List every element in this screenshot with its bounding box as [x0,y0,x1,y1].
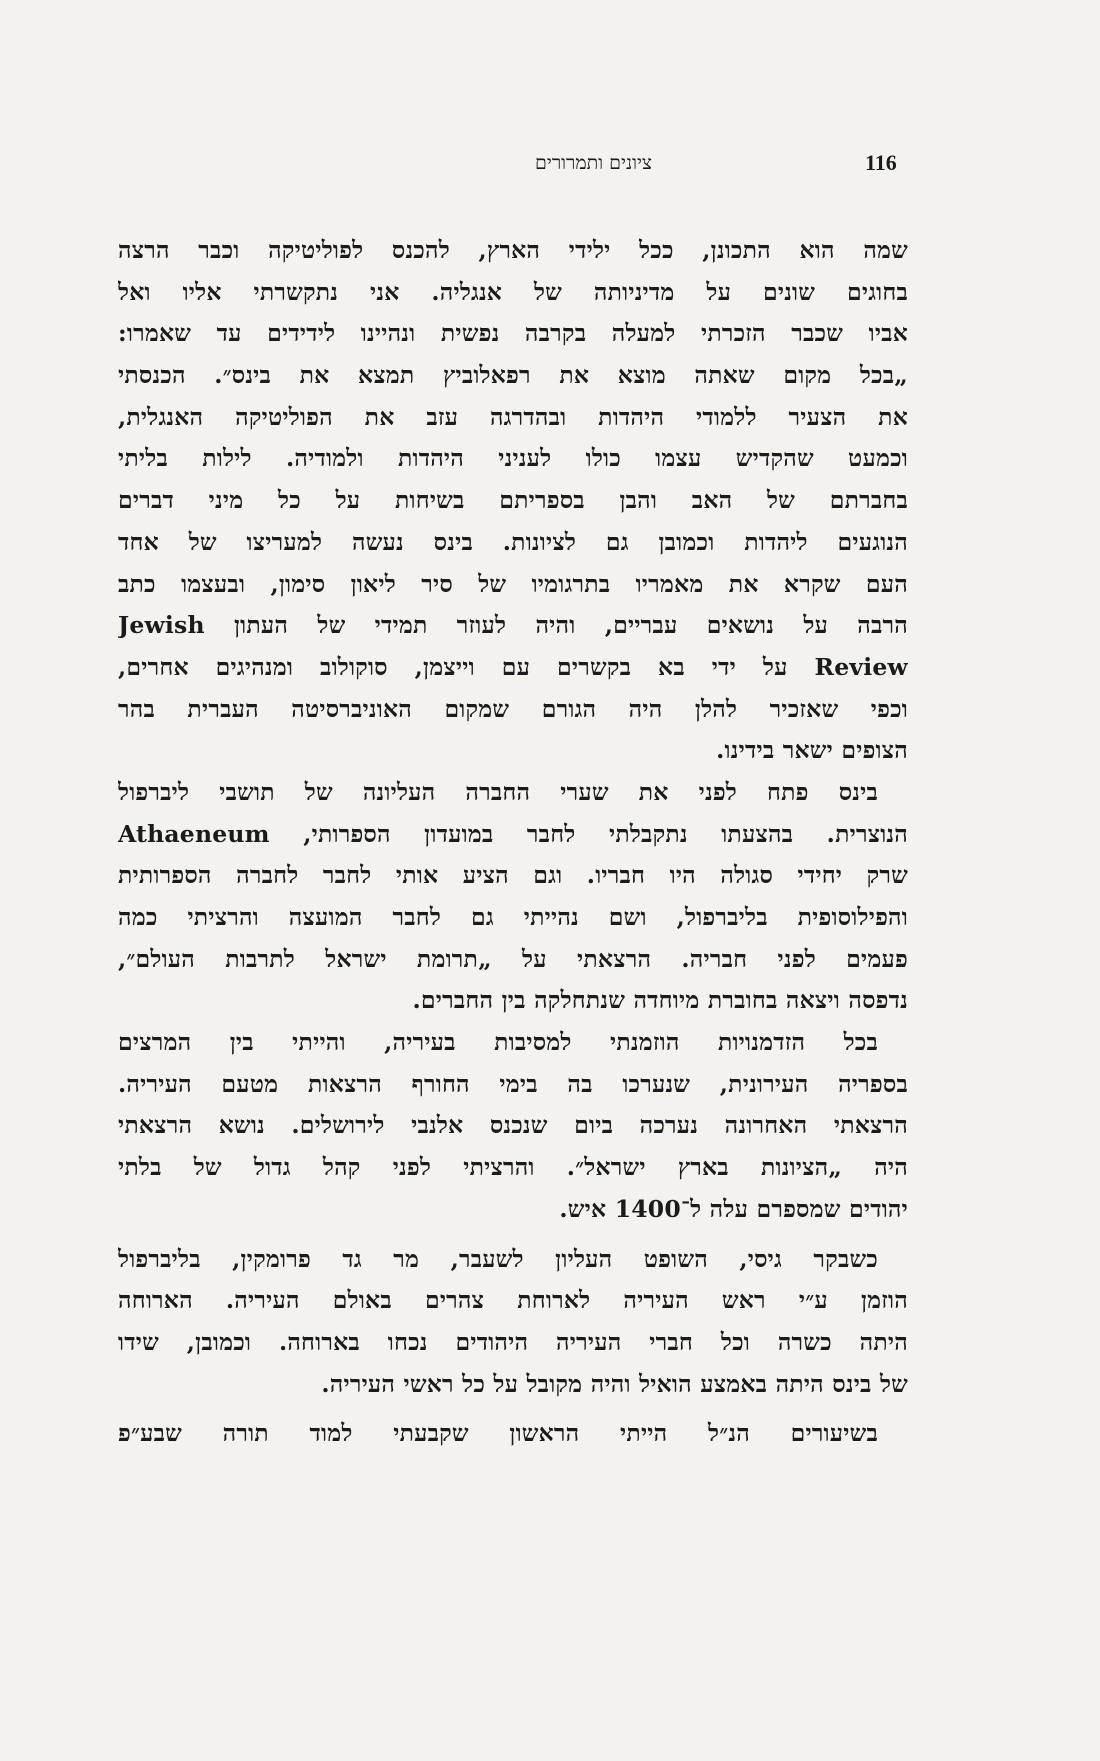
text-line: הרצאתי האחרונה נערכה ביום שנכנס אלנבי לירושלים. נושא הרצאתי [118,1111,908,1140]
text-line: הנוגעים ליהדות וכמובן גם לציונות. בינס נעשה למעריצו של אחד [118,527,908,556]
text-line: היה „הציונות בארץ ישראל״. והרציתי לפני קהל גדול של בלתי [118,1153,908,1182]
text-line: את הצעיר ללמודי היהדות ובהדרגה עזב את הפוליטיקה האנגלית, [118,402,908,431]
text-line: הנוצרית. בהצעתו נתקבלתי לחבר במועדון הספרותי, Athaeneum [118,819,908,848]
paragraph [118,1022,908,1230]
paragraph-spacer [118,1231,908,1239]
text-line: העם שקרא את מאמריו בתרגומיו של סיר ליאון סימון, ובעצמו כתב [118,569,908,598]
body-text [118,230,908,1455]
text-line: בינס פתח לפני את שערי החברה העליונה של תושבי ליברפול [118,777,878,806]
text-line: פעמים לפני חבריה. הרצאתי על „תרומת ישראל לתרבות העולם״, [118,944,908,973]
text-line: הצופים ישאר בידינו. [716,736,908,765]
text-line: בכל הזדמנויות הוזמנתי למסיבות בעיריה, והייתי בין המרצים [118,1028,878,1057]
text-line: כשבקר גיסי, השופט העליון לשעבר, מר גד פרומקין, בליברפול [118,1244,878,1273]
text-line: של בינס היתה באמצע הואיל והיה מקובל על כל ראשי העיריה. [321,1369,908,1398]
paragraph [118,1413,908,1455]
text-line: „בכל מקום שאתה מוצא את רפאלוביץ תמצא את בינס״. הכנסתי [118,361,908,390]
text-line: בספריה העירונית, שנערכו בה בימי החורף הרצאות מטעם העיריה. [118,1069,908,1098]
running-title: ציונים ותמרורים [535,152,652,174]
text-line: היתה כשרה וכל חברי העיריה היהודים נכחו בארוחה. וכמובן, שידו [118,1327,908,1356]
text-line: הוזמן ע״י ראש העיריה לארוחת צהרים באולם העיריה. הארוחה [118,1286,908,1315]
text-line: אביו שכבר הזכרתי למעלה בקרבה נפשית ונהיינו לידידים עד שאמרו: [118,319,908,348]
page-number: 116 [865,150,897,175]
text-line: בחברתם של האב והבן בספריתם בשיחות על כל מיני דברים [118,486,908,515]
text-line: Review על ידי בא בקשרים עם וייצמן, סוקולוב ומנהיגים אחרים, [118,652,908,681]
text-line: וכפי שאזכיר להלן היה הגורם שמקום האוניברסיטה העברית בהר [118,694,908,723]
paragraph [118,772,908,1022]
paragraph [118,1239,908,1406]
text-line: הרבה על נושאים עבריים, והיה לעוזר תמידי של העתון Jewish [118,611,908,640]
text-line: בשיעורים הנ״ל הייתי הראשון שקבעתי למוד תורה שבע״פ [118,1419,878,1448]
paragraph [118,230,908,772]
text-line: בחוגים שונים על מדיניותה של אנגליה. אני נתקשרתי אליו ואל [118,277,908,306]
paragraph-spacer [118,1405,908,1413]
running-head [120,150,910,180]
text-line: יהודים שמספרם עלה ל־1400 איש. [559,1194,908,1223]
text-line: וכמעט שהקדיש עצמו כולו לעניני היהדות ולמודיה. לילות בליתי [118,444,908,473]
text-line: נדפסה ויצאה בחוברת מיוחדה שנתחלקה בין החברים. [412,986,908,1015]
text-line: והפילוסופית בליברפול, ושם נהייתי גם לחבר המועצה והרציתי כמה [118,903,908,931]
text-line: שמה הוא התכונן, ככל ילידי הארץ, להכנס לפוליטיקה וכבר הרצה [118,236,908,264]
text-line: שרק יחידי סגולה היו חבריו. וגם הציע אותי לחבר לחברה הספרותית [118,861,908,890]
